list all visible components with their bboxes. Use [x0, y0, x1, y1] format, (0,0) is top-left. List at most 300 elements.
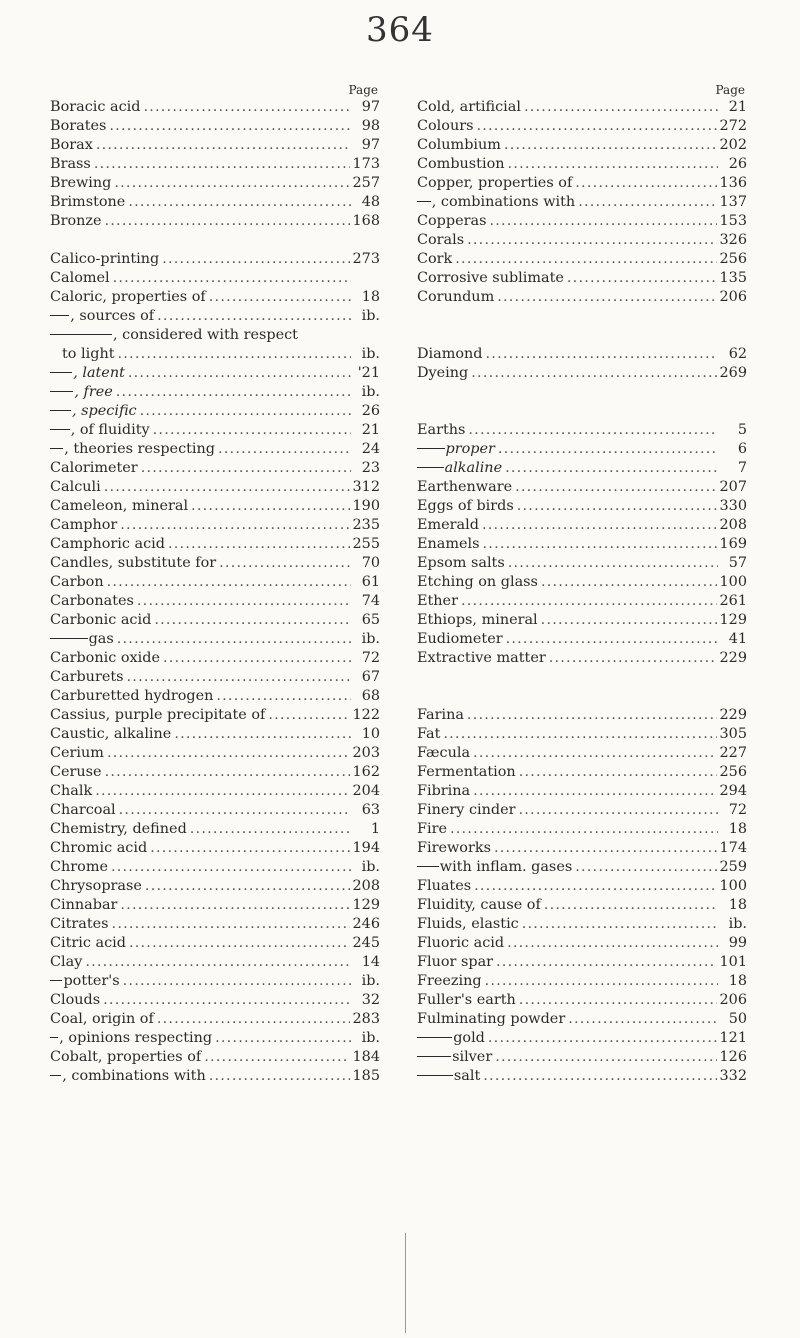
ditto-dash [417, 1075, 453, 1076]
ditto-dash [417, 201, 431, 202]
leader-dots [163, 649, 351, 668]
leader-dots [96, 136, 351, 155]
index-entry [50, 345, 380, 364]
leader-dots [118, 345, 352, 364]
leader-dots [137, 592, 351, 611]
ditto-dash [50, 315, 69, 316]
entry-page: 21 [728, 99, 747, 115]
entry-page: 100 [719, 574, 747, 590]
entry-page: 50 [728, 1011, 747, 1027]
index-entry [50, 250, 380, 269]
entry-term: Calomel [50, 270, 110, 286]
leader-dots [483, 535, 717, 554]
index-entry [417, 991, 747, 1010]
index-entry [417, 915, 747, 934]
entry-page: 61 [361, 574, 380, 590]
entry-term: Camphor [50, 517, 118, 533]
leader-dots [507, 934, 718, 953]
index-entry [417, 630, 747, 649]
entry-term: Calorimeter [50, 460, 138, 476]
leader-dots [128, 364, 351, 383]
ditto-dash [50, 334, 112, 335]
entry-term: Fuller's earth [417, 992, 516, 1008]
index-entry [417, 725, 747, 744]
index-entry [417, 478, 747, 497]
entry-page: 121 [719, 1030, 747, 1046]
entry-page: 68 [361, 688, 380, 704]
entry-term: Cameleon, mineral [50, 498, 189, 514]
index-entry [50, 459, 380, 478]
index-entry [417, 763, 747, 782]
ditto-dash [417, 1037, 452, 1038]
index-entry [417, 535, 747, 554]
leader-dots [129, 934, 350, 953]
leader-dots [113, 269, 351, 288]
entry-page: 99 [728, 935, 747, 951]
index-entry [50, 326, 380, 345]
entry-page: 294 [719, 783, 747, 799]
leader-dots [209, 288, 351, 307]
entry-term: Fluates [417, 878, 472, 894]
leader-dots [549, 649, 717, 668]
entry-term: Emerald [417, 517, 479, 533]
entry-page: 257 [352, 175, 380, 191]
entry-term: Dyeing [417, 365, 469, 381]
entry-term: alkaline [444, 460, 503, 476]
leader-dots [219, 554, 351, 573]
index-entry [417, 554, 747, 573]
leader-dots [120, 896, 349, 915]
leader-dots [94, 155, 350, 174]
index-entry [50, 1010, 380, 1029]
leader-dots [505, 459, 718, 478]
leader-dots [268, 706, 349, 725]
index-entry [417, 155, 747, 174]
entry-page: 203 [352, 745, 380, 761]
entry-term: Columbium [417, 137, 501, 153]
leader-dots [519, 991, 717, 1010]
index-entry [50, 972, 380, 991]
entry-term: Brass [50, 156, 91, 172]
entry-page: 26 [728, 156, 747, 172]
leader-dots [116, 383, 351, 402]
entry-term: Bronze [50, 213, 102, 229]
entry-page: 312 [352, 479, 380, 495]
index-entry [50, 744, 380, 763]
entry-term: Corals [417, 232, 465, 248]
entry-page: 23 [361, 460, 380, 476]
entry-page: 18 [361, 289, 380, 305]
leader-dots [123, 972, 351, 991]
entry-page: 18 [728, 973, 747, 989]
entry-term: Chalk [50, 783, 93, 799]
entry-page: 135 [719, 270, 747, 286]
entry-term: Carburets [50, 669, 124, 685]
entry-page: 72 [361, 650, 380, 666]
entry-term: , opinions respecting [59, 1030, 213, 1046]
ditto-dash [50, 372, 72, 373]
ditto-dash [50, 448, 63, 449]
entry-term: to light [62, 346, 115, 362]
leader-dots [141, 459, 351, 478]
entry-page: 305 [719, 726, 747, 742]
index-entry [417, 896, 747, 915]
entry-page: 10 [361, 726, 380, 742]
entry-page: 255 [352, 536, 380, 552]
entry-term: Chrysoprase [50, 878, 142, 894]
leader-dots [120, 516, 349, 535]
ditto-dash [417, 448, 445, 449]
index-entry [50, 915, 380, 934]
entry-term: Enamels [417, 536, 480, 552]
entry-term: potter's [63, 973, 120, 989]
index-entry [417, 1048, 747, 1067]
entry-term: Fire [417, 821, 447, 837]
leader-dots [103, 991, 351, 1010]
entry-term: Borax [50, 137, 93, 153]
entry-page: 206 [719, 992, 747, 1008]
entry-term: , latent [73, 365, 125, 381]
entry-term: Diamond [417, 346, 483, 362]
index-entry [417, 1067, 747, 1086]
entry-page: 207 [719, 479, 747, 495]
index-entry [50, 364, 380, 383]
leader-dots [519, 763, 717, 782]
entry-page: 206 [719, 289, 747, 305]
entry-page: ib. [361, 631, 380, 647]
index-entry [50, 687, 380, 706]
index-entry [50, 440, 380, 459]
entry-page: 137 [719, 194, 747, 210]
index-entry [50, 478, 380, 497]
entry-page: 184 [352, 1049, 380, 1065]
entry-page: 162 [352, 764, 380, 780]
entry-page: 208 [719, 517, 747, 533]
entry-page: ib. [728, 916, 747, 932]
leader-dots [517, 497, 717, 516]
leader-dots [218, 440, 351, 459]
leader-dots [191, 497, 349, 516]
entry-page: 67 [361, 669, 380, 685]
entry-page: 26 [361, 403, 380, 419]
entry-page: 70 [361, 555, 380, 571]
leader-dots [109, 117, 351, 136]
leader-dots [483, 1067, 716, 1086]
index-entry [417, 934, 747, 953]
entry-term: gold [453, 1030, 485, 1046]
entry-page: 97 [361, 99, 380, 115]
index-entry [417, 117, 747, 136]
ditto-dash [417, 1056, 451, 1057]
entry-page: 153 [719, 213, 747, 229]
entry-page: 48 [361, 194, 380, 210]
entry-term: Carbon [50, 574, 104, 590]
leader-dots [471, 364, 716, 383]
entry-page: 259 [719, 859, 747, 875]
leader-dots [476, 117, 716, 136]
index-entry [417, 193, 747, 212]
leader-dots [154, 611, 351, 630]
index-entry [417, 516, 747, 535]
leader-dots [508, 155, 718, 174]
index-entry [50, 858, 380, 877]
entry-term: Clay [50, 954, 83, 970]
index-entry [50, 1048, 380, 1067]
leader-dots [489, 212, 716, 231]
leader-dots [495, 1048, 716, 1067]
entry-term: Earthenware [417, 479, 513, 495]
entry-term: gas [88, 631, 114, 647]
index-entry [417, 858, 747, 877]
entry-term: Fluids, elastic [417, 916, 519, 932]
entry-term: Cork [417, 251, 453, 267]
index-entry [50, 763, 380, 782]
entry-page: 7 [737, 460, 747, 476]
leader-dots [494, 839, 717, 858]
index-entry [417, 573, 747, 592]
leader-dots [473, 782, 716, 801]
index-entries [50, 98, 380, 1086]
entry-term: Citrates [50, 916, 109, 932]
leader-dots [575, 858, 716, 877]
entry-page: ib. [361, 973, 380, 989]
entry-page: 74 [361, 593, 380, 609]
entry-page: 57 [728, 555, 747, 571]
leader-dots [216, 687, 351, 706]
entry-page: 129 [719, 612, 747, 628]
index-entry [50, 193, 380, 212]
leader-dots [485, 972, 718, 991]
ditto-dash [417, 467, 444, 468]
entry-page: ib. [361, 1030, 380, 1046]
leader-dots [162, 250, 349, 269]
entry-term: Cassius, purple precipitate of [50, 707, 266, 723]
index-entry [50, 117, 380, 136]
leader-dots [174, 725, 351, 744]
entry-page: 208 [352, 878, 380, 894]
index-entry [417, 250, 747, 269]
leader-dots [522, 915, 718, 934]
entry-page: 272 [719, 118, 747, 134]
entry-term: Combustion [417, 156, 505, 172]
index-entry [50, 288, 380, 307]
index-entry [417, 1010, 747, 1029]
index-column-left [50, 82, 380, 1086]
index-entry [50, 497, 380, 516]
entry-page: 169 [719, 536, 747, 552]
index-entry [50, 592, 380, 611]
index-entry [50, 98, 380, 117]
index-entry [50, 611, 380, 630]
entry-term: Ether [417, 593, 458, 609]
entry-term: Brewing [50, 175, 112, 191]
entry-page: 174 [719, 840, 747, 856]
entry-term: Cerium [50, 745, 104, 761]
entry-page: 194 [352, 840, 380, 856]
entry-page: ib. [361, 384, 380, 400]
entry-term: Citric acid [50, 935, 126, 951]
leader-dots [107, 573, 351, 592]
leader-dots [150, 839, 349, 858]
index-entry [417, 345, 747, 364]
index-entry [50, 896, 380, 915]
index-entry [417, 782, 747, 801]
entry-page: 101 [719, 954, 747, 970]
ditto-dash [50, 1037, 58, 1038]
index-entry [417, 497, 747, 516]
leader-dots [486, 345, 718, 364]
entry-page: 21 [361, 422, 380, 438]
leader-dots [105, 212, 350, 231]
entry-term: Colours [417, 118, 474, 134]
entry-term: Ceruse [50, 764, 102, 780]
index-entry [50, 383, 380, 402]
index-entry [417, 801, 747, 820]
index-entry [417, 174, 747, 193]
entry-page: 245 [352, 935, 380, 951]
entry-term: Fulminating powder [417, 1011, 566, 1027]
entry-term: Caloric, properties of [50, 289, 206, 305]
entry-term: proper [445, 441, 495, 457]
entry-term: Fireworks [417, 840, 491, 856]
entry-term: Cinnabar [50, 897, 118, 913]
entry-page: 98 [361, 118, 380, 134]
index-entry [50, 136, 380, 155]
leader-dots [85, 953, 351, 972]
entry-term: Camphoric acid [50, 536, 165, 552]
index-entries [417, 98, 747, 1086]
entry-page: 126 [719, 1049, 747, 1065]
entry-page: 227 [719, 745, 747, 761]
leader-dots [524, 98, 718, 117]
index-entry [50, 934, 380, 953]
index-entry [50, 307, 380, 326]
entry-page: 168 [352, 213, 380, 229]
entry-term: Copper, properties of [417, 175, 573, 191]
index-column-right [417, 82, 747, 1086]
entry-term: salt [453, 1068, 481, 1084]
entry-term: Chrome [50, 859, 108, 875]
index-entry [417, 98, 747, 117]
entry-term: Fluor spar [417, 954, 494, 970]
leader-dots [467, 706, 717, 725]
leader-dots [140, 402, 351, 421]
entry-term: , sources of [70, 308, 155, 324]
entry-page: 246 [352, 916, 380, 932]
leader-dots [105, 763, 350, 782]
index-entry [50, 877, 380, 896]
leader-dots [209, 1067, 350, 1086]
leader-dots [455, 250, 716, 269]
entry-term: , considered with respect [113, 327, 298, 343]
index-entry [417, 744, 747, 763]
entry-term: Candles, substitute for [50, 555, 217, 571]
entry-page: 63 [361, 802, 380, 818]
index-entry [50, 668, 380, 687]
entry-page: 72 [728, 802, 747, 818]
entry-term: Cobalt, properties of [50, 1049, 202, 1065]
index-entry [50, 554, 380, 573]
entry-page: 32 [361, 992, 380, 1008]
ditto-dash [50, 429, 70, 430]
entry-page: 190 [352, 498, 380, 514]
entry-term: Carbonic oxide [50, 650, 160, 666]
index-entry [417, 136, 747, 155]
index-entry [50, 516, 380, 535]
index-entry [417, 231, 747, 250]
entry-term: Calico-printing [50, 251, 160, 267]
entry-term: Freezing [417, 973, 482, 989]
entry-page: 6 [737, 441, 747, 457]
index-entry [417, 421, 747, 440]
entry-term: , theories respecting [64, 441, 215, 457]
entry-page: ib. [361, 859, 380, 875]
index-entry [50, 630, 380, 649]
leader-dots [168, 535, 350, 554]
leader-dots [204, 1048, 349, 1067]
index-entry [50, 991, 380, 1010]
index-entry [50, 1067, 380, 1086]
index-entry [417, 820, 747, 839]
index-entry [417, 440, 747, 459]
index-entry [50, 782, 380, 801]
entry-page: 62 [728, 346, 747, 362]
leader-dots [482, 516, 717, 535]
leader-dots [497, 288, 716, 307]
page-column-heading: Page [348, 83, 378, 97]
leader-dots [112, 915, 350, 934]
index-entry [50, 402, 380, 421]
entry-page: 18 [728, 821, 747, 837]
leader-dots [498, 440, 718, 459]
index-entry [417, 953, 747, 972]
leader-dots [468, 421, 718, 440]
leader-dots [496, 953, 717, 972]
leader-dots [117, 630, 351, 649]
leader-dots [157, 1010, 350, 1029]
entry-page: 235 [352, 517, 380, 533]
ditto-dash [50, 1075, 61, 1076]
entry-term: Chromic acid [50, 840, 148, 856]
entry-term: Chemistry, defined [50, 821, 187, 837]
entry-page: 283 [352, 1011, 380, 1027]
entry-page: 18 [728, 897, 747, 913]
leader-dots [488, 1029, 717, 1048]
entry-term: Copperas [417, 213, 487, 229]
index-entry [50, 535, 380, 554]
index-entry [417, 649, 747, 668]
index-entry [417, 592, 747, 611]
entry-term: with inflam. gases [439, 859, 573, 875]
entry-term: Epsom salts [417, 555, 505, 571]
entry-term: Borates [50, 118, 107, 134]
entry-term: Eggs of birds [417, 498, 514, 514]
entry-page: 136 [719, 175, 747, 191]
entry-term: Cold, artificial [417, 99, 521, 115]
index-entry [50, 155, 380, 174]
entry-term: Calculi [50, 479, 101, 495]
entry-page: 14 [361, 954, 380, 970]
index-entry [50, 820, 380, 839]
entry-term: Etching on glass [417, 574, 538, 590]
entry-term: Corundum [417, 289, 495, 305]
entry-page: 256 [719, 251, 747, 267]
leader-dots [95, 782, 349, 801]
entry-term: , combinations with [62, 1068, 206, 1084]
index-entry [417, 212, 747, 231]
entry-page: 204 [352, 783, 380, 799]
entry-page: 100 [719, 878, 747, 894]
